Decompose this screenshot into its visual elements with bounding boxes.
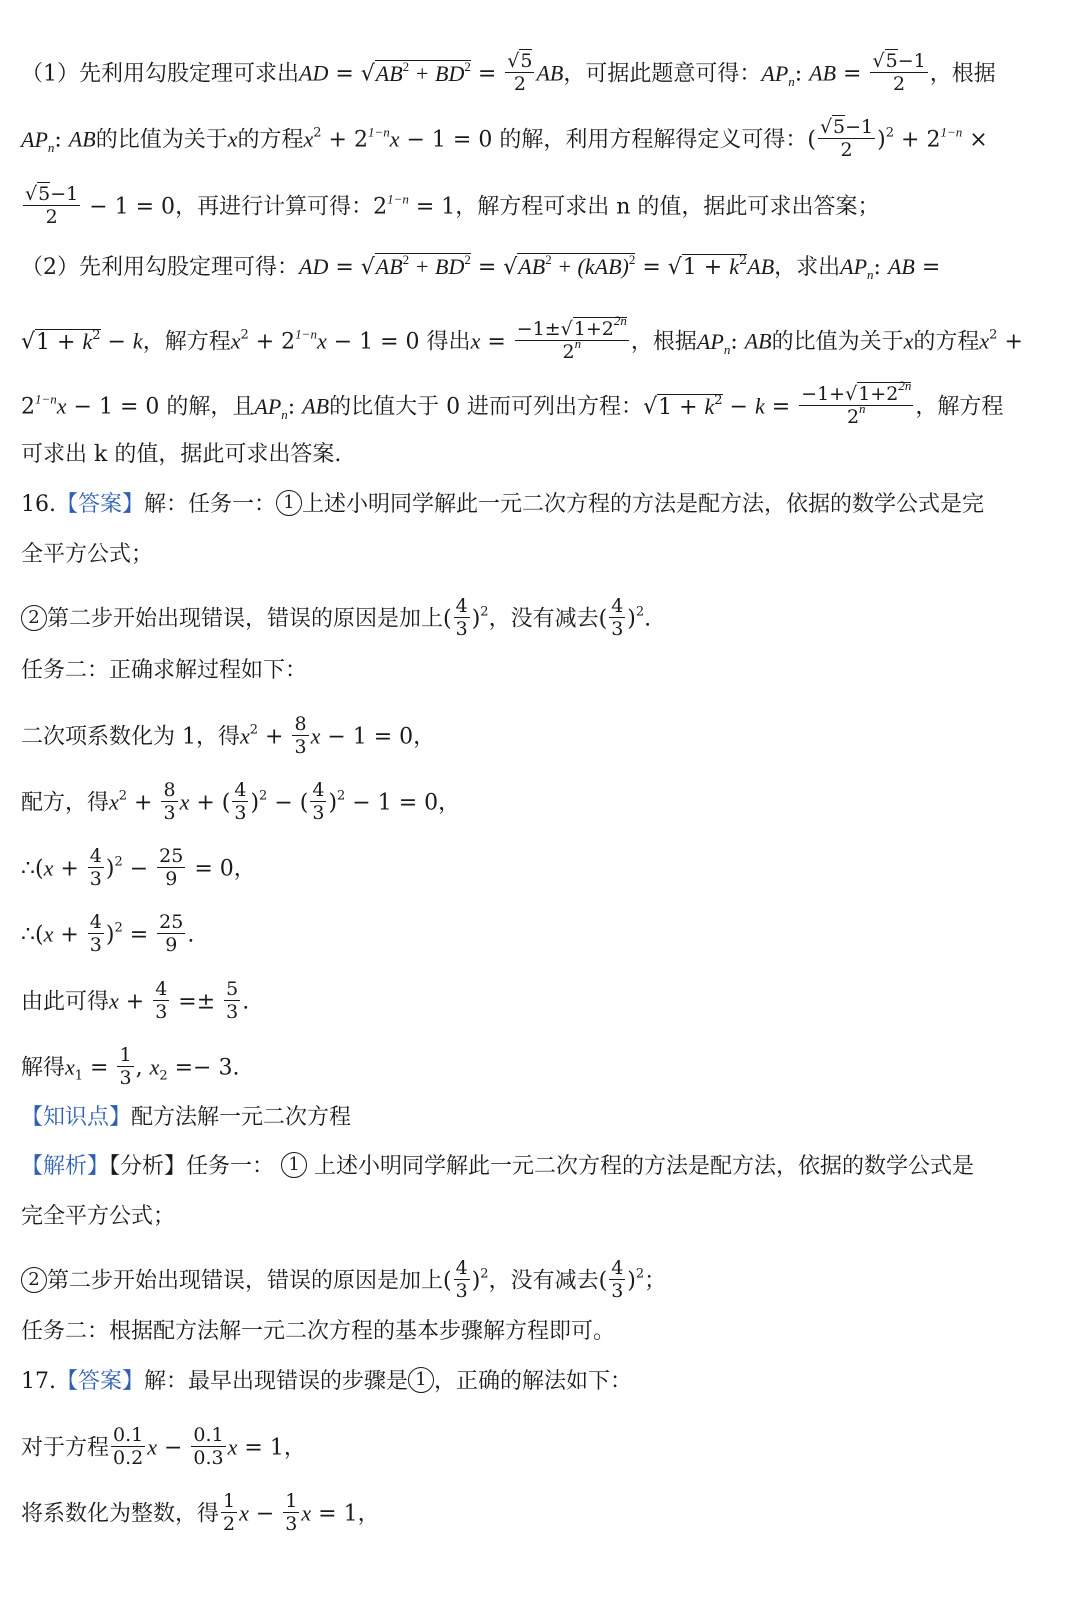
analysis-tag: 【解析】 bbox=[21, 1154, 110, 1179]
answer-tag: 【答案】 bbox=[56, 492, 145, 517]
q17-line3: 将系数化为整数，得 $\frac{1}{2}$ x − $\frac{1}{3}$ x = 1， bbox=[21, 1490, 380, 1535]
analysis-line3: 2 第二步开始出现错误，错误的原因是加上( $\frac{4}{3}$ )$^2$，没有减去( $\frac{4}{3}$ )$^2$； bbox=[21, 1259, 666, 1304]
q16-step1: 二次项系数化为 1，得$x^2$ + $\frac{8}{3}$ x − 1 = 0， bbox=[21, 713, 436, 758]
q16-step6: 解得$x_1$ = $\frac{1}{3}$ , $x_2 =- 3$. bbox=[21, 1044, 240, 1089]
p1-line1: （1）先利用勾股定理可求出AD = $√AB^2 + BD^2$ = $\frac{√5}{2}$ AB，可据此题意可得：$AP_n$: AB = $\frac{√5-1}{2}$ ，根据 bbox=[21, 50, 996, 95]
q17-line2: 对于方程 $\frac{0.1}{0.2}$ x − $\frac{0.1}{0.3}$ x = 1， bbox=[21, 1424, 306, 1469]
p2-line1: （2）先利用勾股定理可得：AD = $√AB^2 + BD^2 = √AB^2 + (kAB)^2 = √1 + k^2AB$，求出$AP_n$: AB = bbox=[21, 252, 941, 282]
analysis-line2: 完全平方公式； bbox=[21, 1204, 176, 1229]
p1-line3: $\frac{√5-1}{2}$ − 1 = 0，再进行计算可得：$2^{1-n} = 1$，解方程可求出 n 的值，据此可求出答案； bbox=[25, 183, 880, 228]
knowledge-tag: 【知识点】 bbox=[21, 1105, 132, 1130]
p2-line4: 可求出 k 的值，据此可求出答案. bbox=[21, 442, 342, 467]
analysis-line4: 任务二：根据配方法解一元二次方程的基本步骤解方程即可。 bbox=[21, 1319, 616, 1344]
q16-step3: ∴(x + $\frac{4}{3}$ )$^2$ − $\frac{25}{9}$ = 0， bbox=[21, 845, 256, 890]
answer-tag: 【答案】 bbox=[56, 1369, 145, 1394]
q16-task2: 任务二：正确求解过程如下： bbox=[21, 658, 308, 683]
q17-line1: 17.【答案】解：最早出现错误的步骤是 1 ，正确的解法如下： bbox=[21, 1369, 633, 1394]
q16-line1: 16.【答案】解：任务一： 1 上述小明同学解此一元二次方程的方法是配方法，依据的数学公式是完 bbox=[21, 492, 985, 517]
p2-line2: $√1 + k^2 - k$，解方程$x^2 + 2^{1-n}x - 1 = 0$ 得出x = $\frac{-1\pm√1+2^{2n}}{2^n}$ ，根据$AP_n$: AB的比值为关于x的方程$x^2$ + bbox=[21, 313, 1023, 363]
q16-step4: ∴(x + $\frac{4}{3}$ )$^2$ = $\frac{25}{9}$ . bbox=[21, 911, 195, 956]
p1-line2: $AP_n$: AB的比值为关于x的方程$x^2 + 2^{1-n}x - 1 = 0$ 的解，利用方程解得定义可得：( $\frac{√5-1}{2}$ )$^2 + 2^{1-n}$ × bbox=[21, 116, 988, 161]
knowledge-line: 【知识点】配方法解一元二次方程 bbox=[21, 1105, 352, 1130]
q16-step5: 由此可得x + $\frac{4}{3}$ =± $\frac{5}{3}$ . bbox=[21, 978, 250, 1023]
analysis-line1: 【解析】【分析】任务一： 1 上述小明同学解此一元二次方程的方法是配方法，依据的数学公式是 bbox=[21, 1154, 975, 1179]
q16-line2: 全平方公式； bbox=[21, 542, 154, 567]
q16-step2: 配方，得$x^2$ + $\frac{8}{3}$ x + ( $\frac{4}{3}$ )$^2$ − ( $\frac{4}{3}$ )$^2$ − 1 = 0， bbox=[21, 779, 461, 824]
q16-line3: 2 第二步开始出现错误，错误的原因是加上( $\frac{4}{3}$ )$^2$，没有减去( $\frac{4}{3}$ )$^2$. bbox=[21, 597, 651, 642]
p2-line3: $2^{1-n}x - 1 = 0$ 的解，且$AP_n$: AB的比值大于 0 进而可列出方程：$√1 + k^2 - k$ = $\frac{-1+√1+2^{2n}}{2^n}$ ，解方程 bbox=[21, 378, 1004, 428]
